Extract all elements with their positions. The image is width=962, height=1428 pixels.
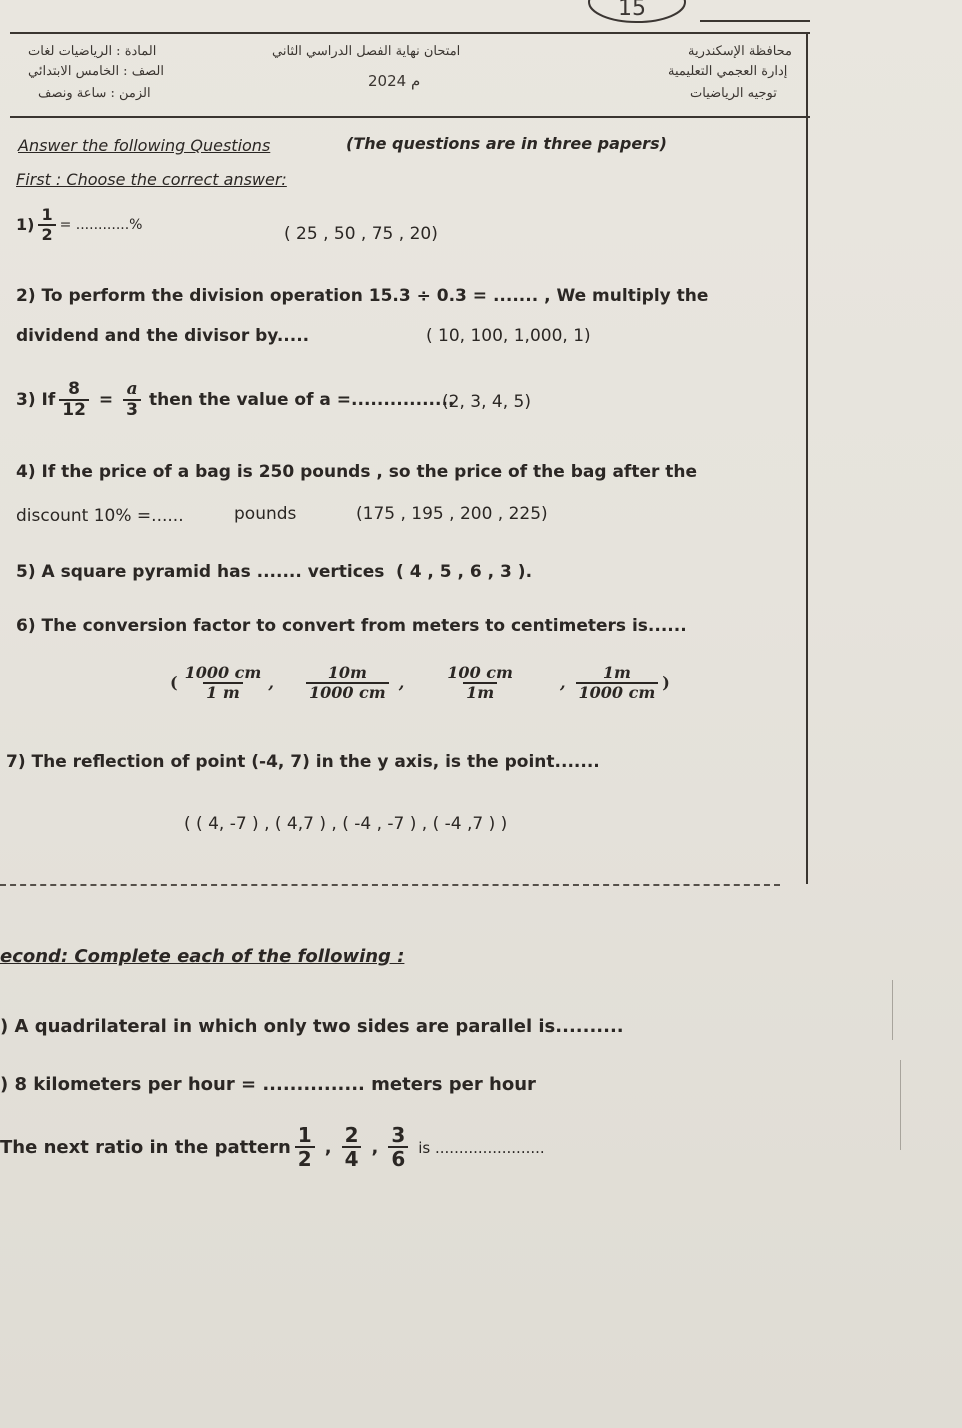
q6-c2-numerator: 10m (327, 663, 367, 682)
q2-line-1: 2) To perform the division operation 15.3 ÷ 0.3 = ....... , We multiply the (16, 286, 709, 306)
q6-choice-3 (444, 664, 516, 702)
q1-fraction (38, 206, 55, 244)
q6-close-paren: ) (662, 673, 670, 693)
q3-f2-numerator: a (126, 379, 138, 399)
q3-fraction-2 (123, 380, 141, 420)
q1 (16, 206, 142, 244)
s2-q3-f3-numerator: 3 (391, 1123, 406, 1147)
q4-line-2a: discount 10% =...... (16, 506, 184, 526)
header-left-line-3: توجيه الرياضيات (690, 86, 777, 101)
q1-choices: ( 25 , 50 , 75 , 20) (284, 224, 438, 244)
header-year: 2024 م (368, 72, 421, 90)
header-top-rule (10, 32, 810, 34)
header-top-rule-right (700, 20, 810, 22)
q6-c3-denominator: 1m (463, 682, 497, 702)
s2-q3-sep-1: , (324, 1137, 332, 1158)
s2-q3-f2-numerator: 2 (344, 1123, 359, 1147)
q4-line-2b: pounds (234, 504, 297, 524)
header-right-line-2: الصف : الخامس الابتدائي (28, 64, 164, 79)
q3-f2-denominator: 3 (123, 399, 141, 421)
q5-choices: ( 4 , 5 , 6 , 3 ). (396, 562, 533, 582)
q3-fraction-1 (59, 380, 89, 420)
q7-choices: ( ( 4, -7 ) , ( 4,7 ) , ( -4 , -7 ) , ( -4 ,7 ) ) (184, 814, 508, 834)
q3-equals: = (98, 390, 114, 411)
section1-title: First : Choose the correct answer: (16, 170, 287, 189)
q6-comma-3: , (559, 673, 566, 693)
s2-q3-fraction-1 (295, 1124, 315, 1171)
q6-c1-denominator: 1 m (203, 682, 243, 702)
q3-f1-numerator: 8 (68, 379, 80, 399)
instructions-answer: Answer the following Questions (18, 136, 271, 155)
instructions-papers-note: (The questions are in three papers) (346, 134, 667, 153)
q2-choices: ( 10, 100, 1,000, 1) (426, 326, 591, 346)
s2-q3-fraction-2 (342, 1124, 362, 1171)
s2-q3-suffix: is ....................... (418, 1138, 545, 1157)
q6-c4-numerator: 1m (602, 663, 631, 682)
q6-comma-2: , (398, 673, 405, 693)
fold-mark-2 (900, 1060, 901, 1150)
q7: 7) The reflection of point (-4, 7) in the y axis, is the point....... (6, 752, 600, 772)
q6-choice-2 (306, 664, 389, 702)
s2-q3-prefix: The next ratio in the pattern (0, 1137, 291, 1158)
s2-q3 (0, 1124, 545, 1171)
section2-title: econd: Complete each of the following : (0, 946, 405, 967)
q1-frac-numerator: 1 (41, 205, 53, 224)
q1-number: 1) (16, 215, 35, 235)
q3-f1-denominator: 12 (59, 399, 89, 421)
header-left-line-1: محافظة الإسكندرية (688, 44, 793, 59)
header-left-line-2: إدارة العجمي التعليمية (668, 64, 788, 79)
s2-q3-f3-denominator: 6 (388, 1146, 408, 1171)
header-center-title: امتحان نهاية الفصل الدراسي الثاني (272, 44, 461, 59)
q6-open-paren: ( (170, 673, 178, 693)
q3-suffix: then the value of a =................ (149, 390, 455, 411)
q6: 6) The conversion factor to convert from meters to centimeters is...... (16, 616, 687, 636)
q2-line-2: dividend and the divisor by..... (16, 326, 310, 346)
page-number-handwritten: 15 (618, 0, 646, 21)
q1-frac-denominator: 2 (38, 224, 55, 244)
header-right-line-1: المادة : الرياضيات لغات (28, 44, 157, 59)
q6-c3-numerator: 100 cm (447, 663, 513, 682)
section-separator (0, 884, 780, 886)
q4-choices: (175 , 195 , 200 , 225) (356, 504, 548, 524)
q6-choices (170, 664, 670, 702)
q3-choices: (2, 3, 4, 5) (442, 392, 531, 412)
header-bottom-rule (10, 116, 810, 118)
q6-choice-1 (182, 664, 265, 702)
page-number-circle (585, 0, 695, 26)
s2-q3-sep-2: , (371, 1137, 379, 1158)
q6-c1-numerator: 1000 cm (184, 663, 262, 682)
q6-comma-1: , (268, 673, 274, 693)
q3-prefix: 3) If (16, 390, 56, 411)
q6-choice-4 (576, 664, 659, 702)
q5: 5) A square pyramid has ....... vertices (16, 562, 385, 582)
q6-c2-denominator: 1000 cm (306, 682, 389, 702)
q3 (16, 380, 454, 420)
header-right-line-3: الزمن : ساعة ونصف (38, 86, 151, 101)
s2-q3-f1-numerator: 1 (297, 1123, 312, 1147)
s2-q3-f2-denominator: 4 (342, 1146, 362, 1171)
fold-mark-1 (892, 980, 893, 1040)
s2-q3-f1-denominator: 2 (295, 1146, 315, 1171)
s2-q3-fraction-3 (388, 1124, 408, 1171)
q1-blank: = ............% (59, 216, 143, 233)
q4-line-1: 4) If the price of a bag is 250 pounds , so the price of the bag after the (16, 462, 698, 482)
s2-q1: ) A quadrilateral in which only two sides are parallel is.......... (0, 1016, 624, 1037)
right-border (806, 34, 808, 884)
s2-q2: ) 8 kilometers per hour = ............... meters per hour (0, 1074, 536, 1095)
q6-c4-denominator: 1000 cm (576, 682, 659, 702)
